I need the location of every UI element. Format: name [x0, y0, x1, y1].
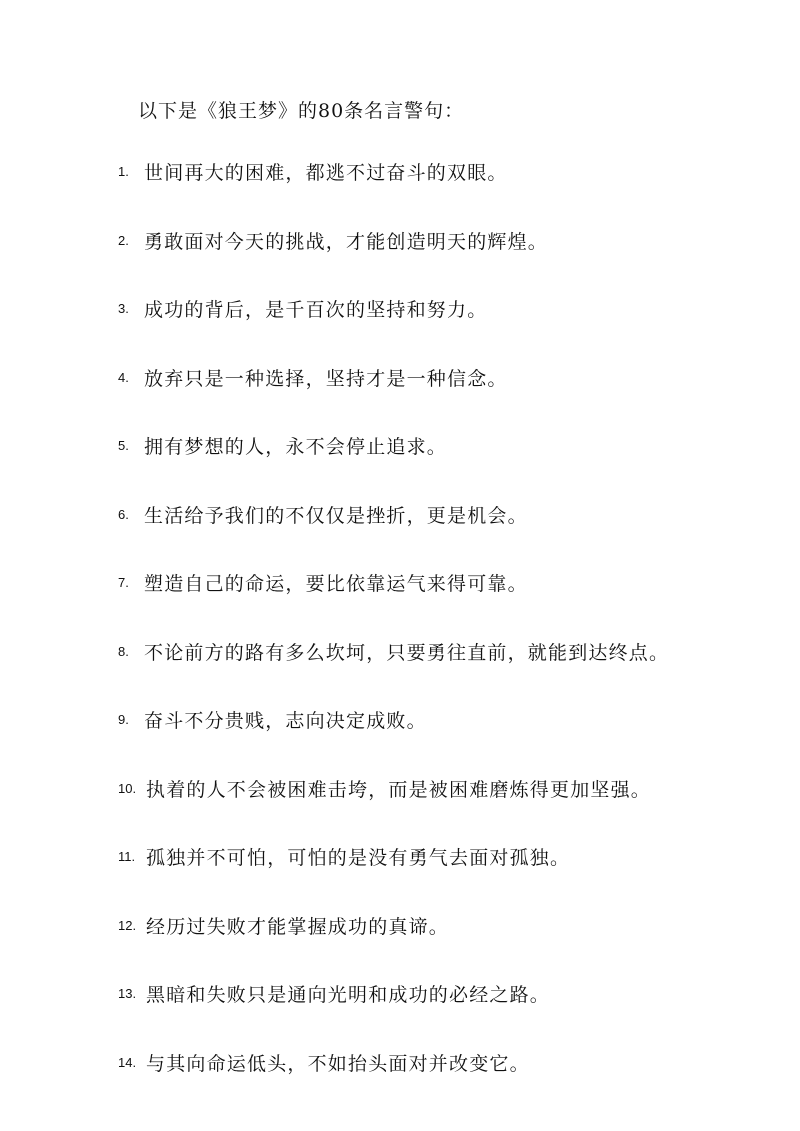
list-item: [118, 364, 778, 433]
quote-text: 勇敢面对今天的挑战，才能创造明天的辉煌。: [144, 230, 549, 253]
quote-text: 世间再大的困难，都逃不过奋斗的双眼。: [144, 162, 508, 184]
list-item: [118, 227, 778, 296]
item-number: 1.: [118, 164, 129, 179]
list-item: [118, 843, 778, 912]
quote-text: 黑暗和失败只是通向光明和成功的必经之路。: [146, 984, 551, 1006]
list-item: [118, 569, 778, 638]
item-number: 13.: [118, 986, 137, 1001]
quote-text: 拥有梦想的人，永不会停止追求。: [144, 436, 448, 458]
intro-text: 以下是《狼王梦》的80条名言警句：: [138, 100, 465, 122]
list-item: [118, 775, 778, 844]
list-item: [118, 638, 778, 707]
list-item: [118, 706, 778, 775]
list-item: [118, 158, 778, 227]
quote-text: 经历过失败才能掌握成功的真谛。: [146, 915, 450, 938]
quote-text: 与其向命运低头，不如抬头面对并改变它。: [146, 1052, 530, 1075]
item-number: 3.: [118, 301, 129, 316]
quote-text: 不论前方的路有多么坎坷，只要勇往直前，就能到达终点。: [144, 641, 670, 664]
item-number: 2.: [118, 232, 129, 248]
quote-text: 塑造自己的命运，要比依靠运气来得可靠。: [144, 573, 528, 595]
item-number: 6.: [118, 506, 129, 522]
quote-text: 孤独并不可怕，可怕的是没有勇气去面对孤独。: [146, 847, 571, 869]
item-number: 9.: [118, 712, 129, 727]
quote-text: 奋斗不分贵贱，志向决定成败。: [144, 710, 427, 732]
list-item: [118, 295, 778, 364]
quote-list: [118, 158, 778, 1117]
list-item: [118, 1049, 778, 1118]
list-item: [118, 432, 778, 501]
quote-text: 成功的背后，是千百次的坚持和努力。: [144, 299, 488, 321]
quote-text: 生活给予我们的不仅仅是挫折，更是机会。: [144, 504, 528, 527]
item-number: 11.: [118, 849, 136, 864]
list-item: [118, 501, 778, 570]
item-number: 14.: [118, 1054, 137, 1070]
quote-text: 执着的人不会被困难击垮，而是被困难磨炼得更加坚强。: [146, 778, 652, 801]
item-number: 12.: [118, 917, 137, 933]
list-item: [118, 912, 778, 981]
item-number: 8.: [118, 643, 129, 659]
item-number: 4.: [118, 369, 129, 385]
item-number: 7.: [118, 575, 129, 590]
list-item: [118, 980, 778, 1049]
quote-text: 放弃只是一种选择，坚持才是一种信念。: [144, 367, 508, 390]
item-number: 10.: [118, 780, 137, 796]
item-number: 5.: [118, 438, 129, 453]
